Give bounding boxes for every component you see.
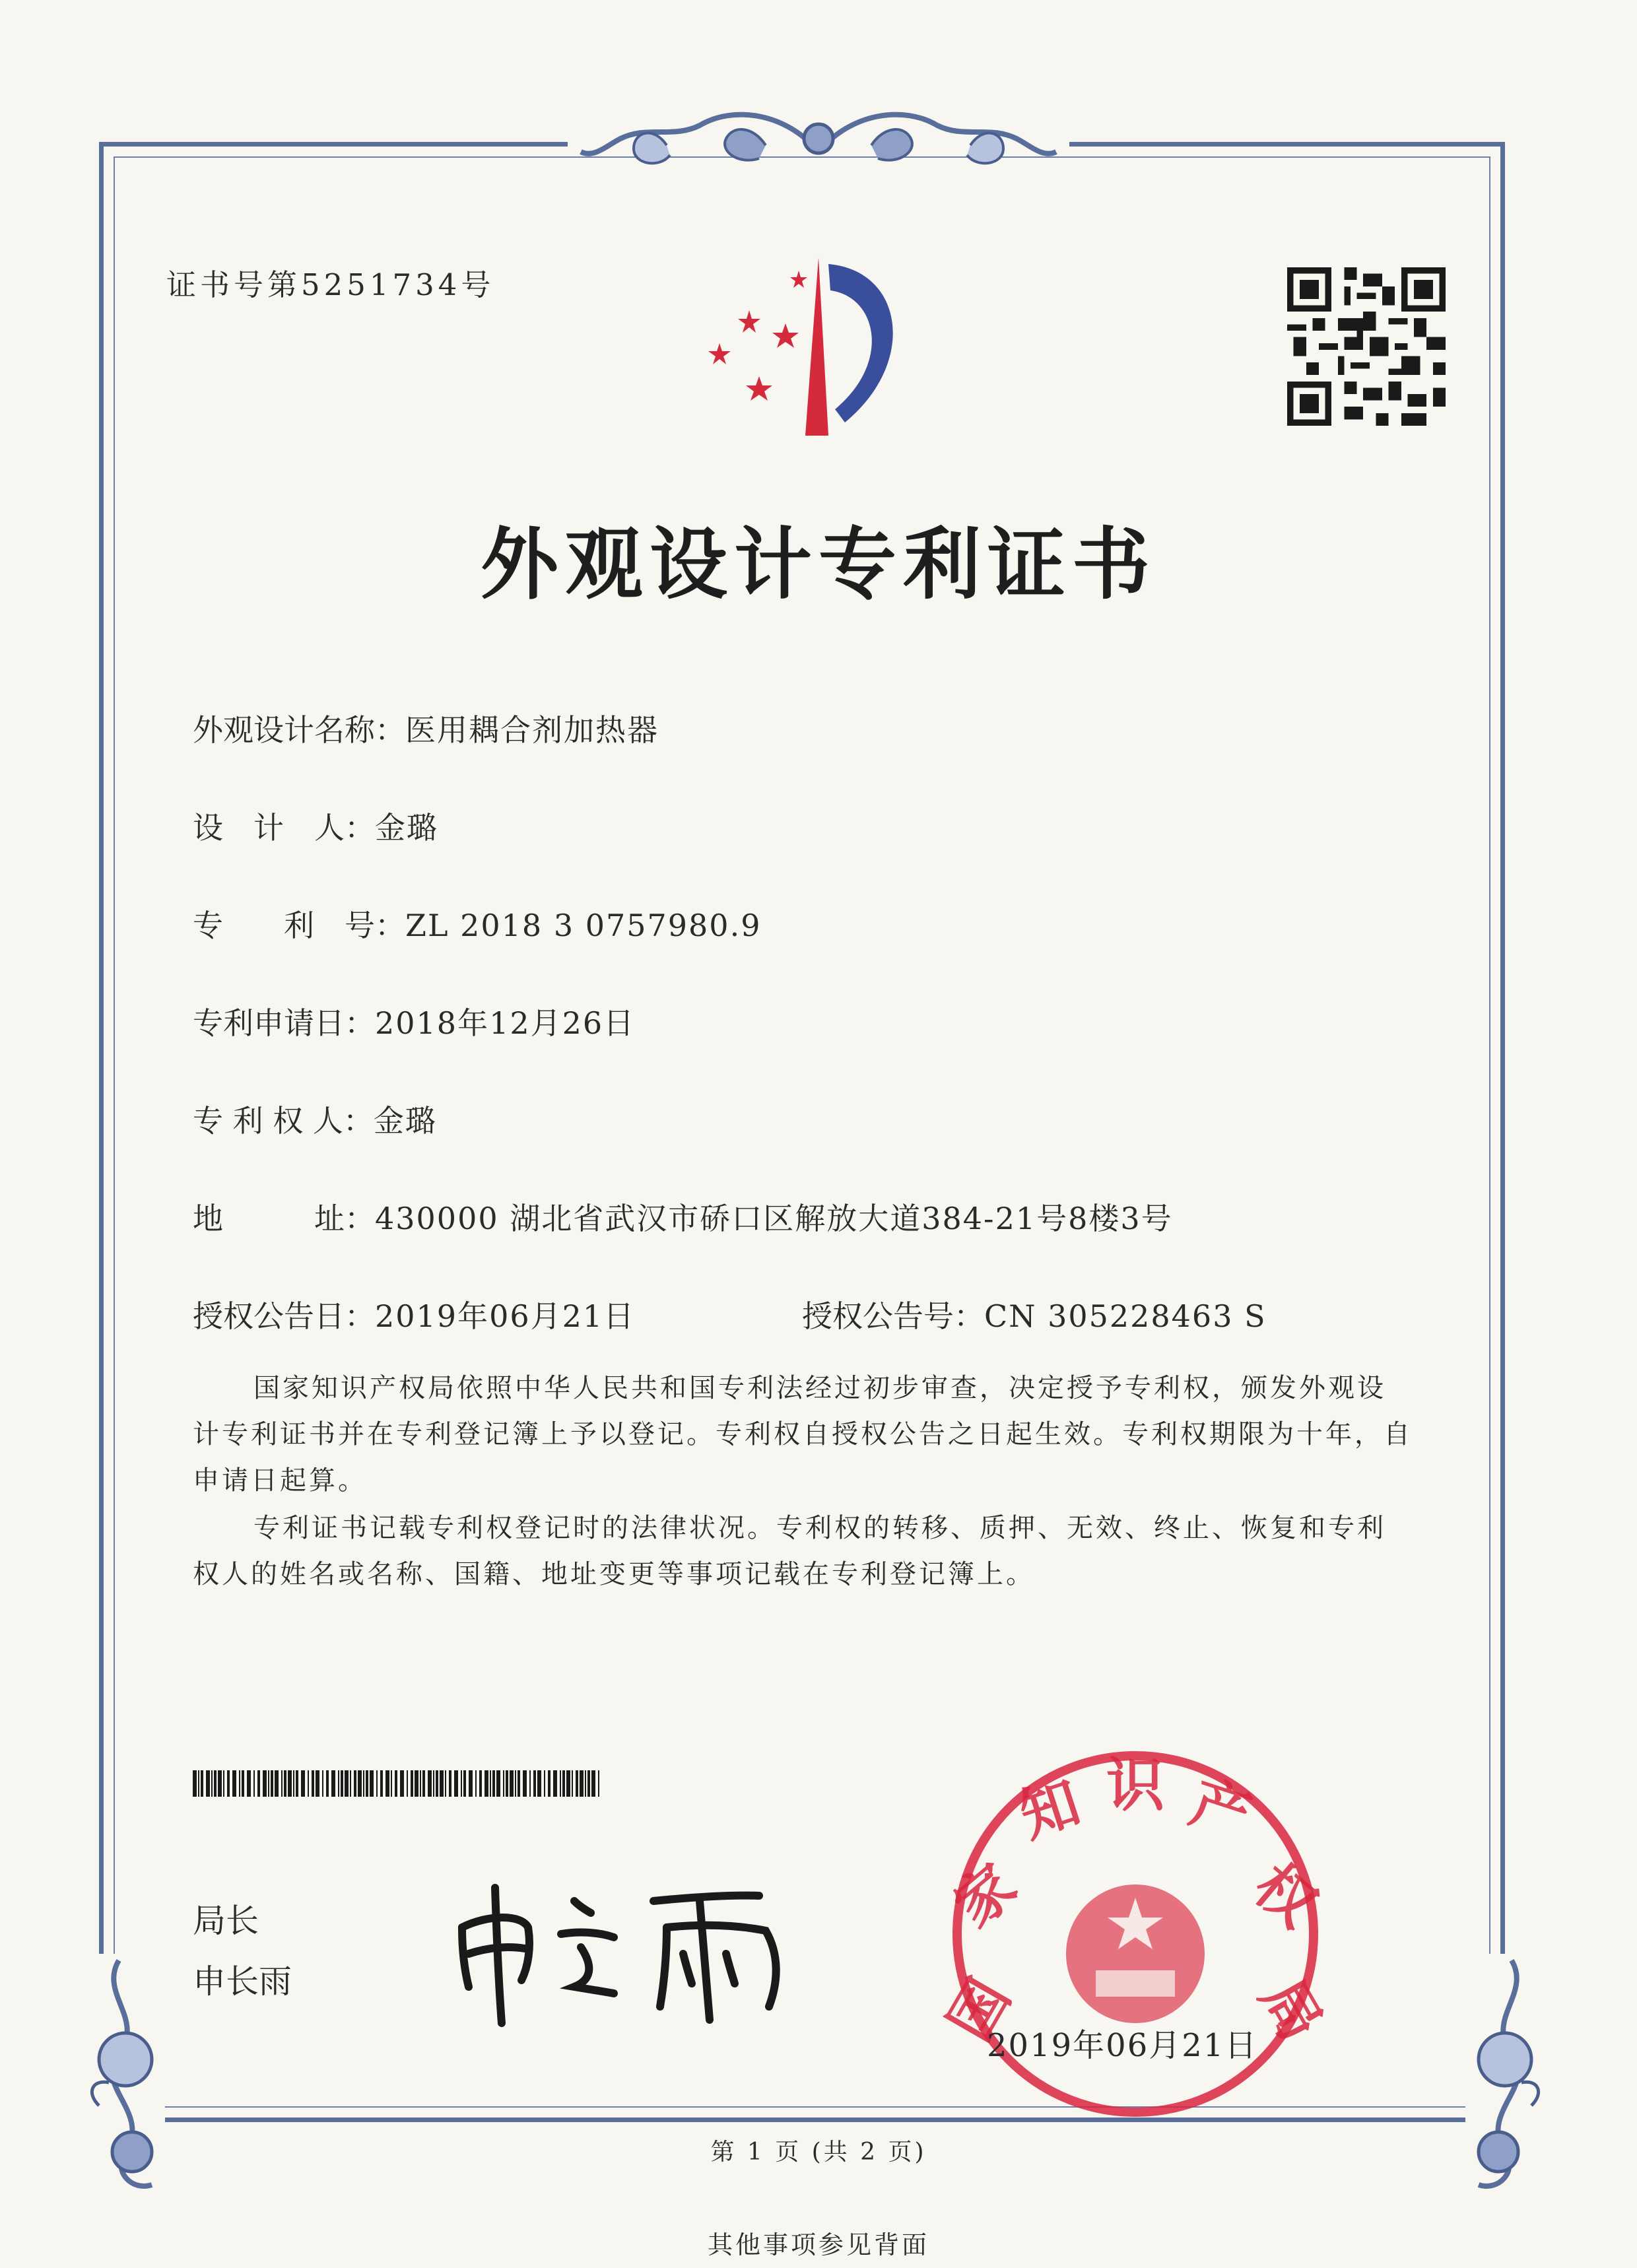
patentee-value: 金璐 [373,1103,437,1139]
designer-label: 设 计 人： [193,810,375,846]
grant-date-row [193,1292,635,1336]
svg-text:家: 家 [940,1850,1030,1941]
address-row [193,1195,1173,1238]
grant-number-value: CN 305228463 S [984,1298,1267,1334]
svg-text:国: 国 [935,1967,1024,2052]
patent-number-label: 专 利 号： [193,908,405,943]
grant-date-label: 授权公告日： [193,1298,375,1334]
page-indicator: 第 1 页 (共 2 页) [710,2139,927,2166]
patentee-label: 专 利 权 人： [193,1103,374,1139]
patentee-row [193,1097,437,1141]
barcode-icon [193,1770,602,1797]
certificate-title: 外观设计专利证书 [480,518,1156,610]
bottom-left-ornament-icon [73,1954,205,2205]
patent-number-row [193,902,761,945]
design-name-value: 医用耦合剂加热器 [405,712,659,748]
director-signature-icon [449,1875,818,2026]
seal-date: 2019年06月21日 [987,2027,1258,2064]
qr-code-icon [1287,267,1446,426]
design-name-label: 外观设计名称： [193,712,405,748]
svg-text:知: 知 [1011,1767,1088,1851]
address-label: 地 址： [193,1201,375,1236]
cnipa-logo-icon [680,251,944,449]
certificate-number: 证书号第5251734号 [166,267,495,302]
director-title: 局长 [193,1902,259,1940]
grant-date-value: 2019年06月21日 [375,1298,636,1334]
grant-number-row [802,1292,1267,1336]
application-date-row [193,999,635,1043]
patent-number-value: ZL 2018 3 0757980.9 [405,908,762,943]
svg-text:局: 局 [1247,1967,1336,2052]
top-ornament-icon [568,99,1069,191]
address-value: 430000 湖北省武汉市硚口区解放大道384-21号8楼3号 [375,1201,1173,1236]
paragraph-legal-status: 专利证书记载专利权登记时的法律状况。专利权的转移、质押、无效、终止、恢复和专利权人的姓名或名称、国籍、地址变更等事项记载在专利登记簿上。 [193,1513,1386,1589]
designer-value: 金璐 [375,810,438,846]
svg-text:识: 识 [1106,1751,1165,1819]
official-seal-icon [935,1743,1336,2125]
grant-number-label: 授权公告号： [802,1298,984,1334]
footer-note: 其他事项参见背面 [707,2230,929,2259]
application-date-value: 2018年12月26日 [375,1005,636,1041]
designer-row [193,804,438,848]
application-date-label: 专利申请日： [193,1005,375,1041]
paragraph-grant-statement: 国家知识产权局依照中华人民共和国专利法经过初步审查，决定授予专利权，颁发外观设计专利证书并在专利登记簿上予以登记。专利权自授权公告之日起生效。专利权期限为十年，自申请日起算。 [193,1373,1413,1496]
design-name-row [193,706,659,750]
director-name: 申长雨 [193,1962,292,2001]
svg-text:产: 产 [1182,1767,1259,1851]
svg-text:权: 权 [1241,1850,1331,1941]
bottom-right-ornament-icon [1419,1954,1564,2205]
